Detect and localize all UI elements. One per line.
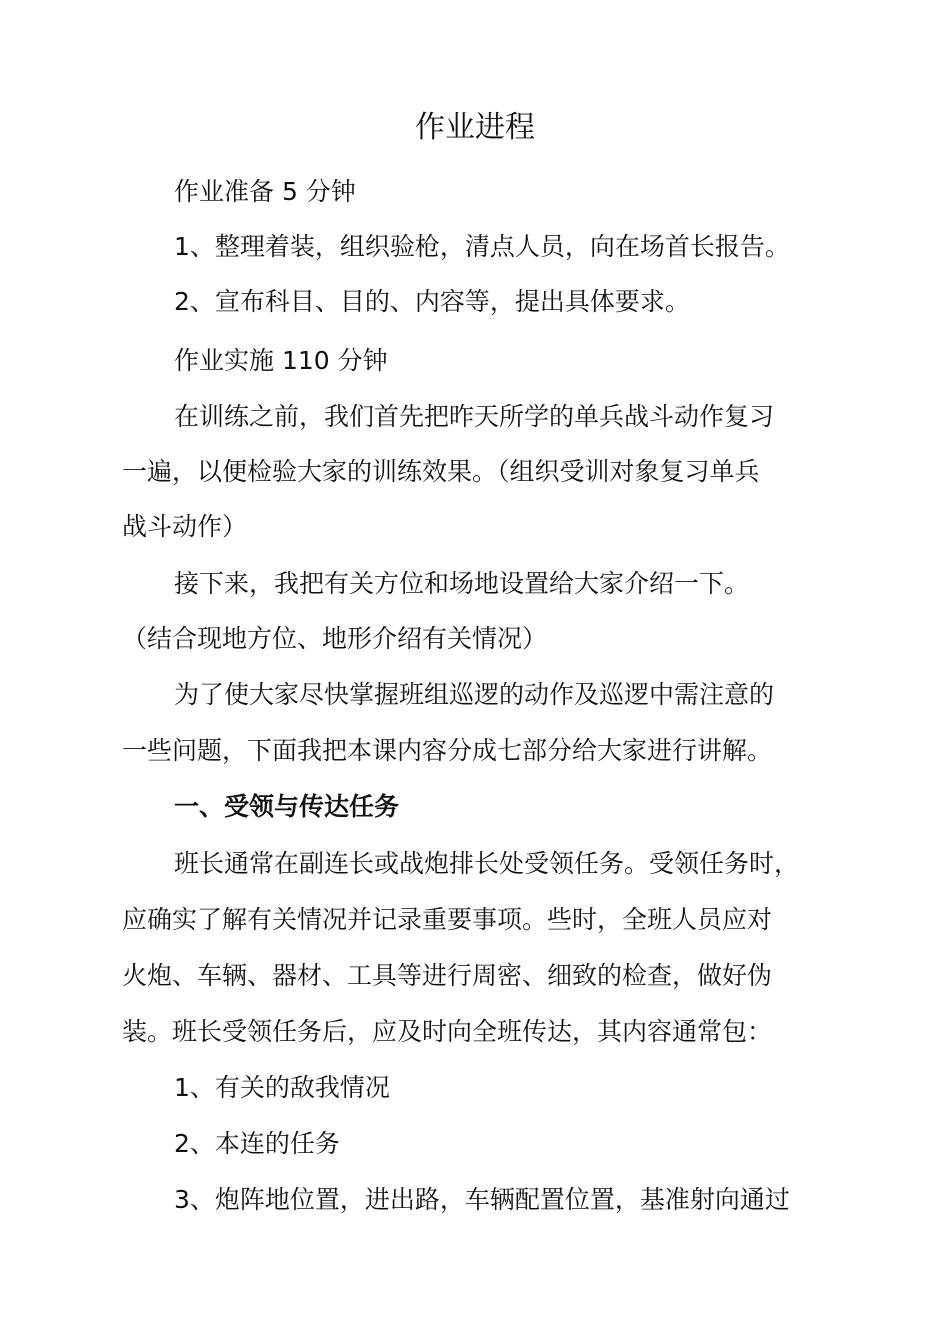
list-item: 2、本连的任务	[174, 1129, 340, 1158]
section-heading: 一、受领与传达任务	[174, 792, 400, 821]
paragraph-line: 一遍，以便检验大家的训练效果。（组织受训对象复习单兵	[122, 457, 760, 486]
section-label-preparation: 作业准备 5 分钟	[174, 177, 356, 206]
paragraph-line: 接下来，我把有关方位和场地设置给大家介绍一下。	[174, 569, 750, 598]
paragraph-line: 在训练之前，我们首先把昨天所学的单兵战斗动作复习	[174, 402, 775, 431]
section-label-implementation: 作业实施 110 分钟	[174, 346, 388, 375]
paragraph-line: 火炮、车辆、器材、工具等进行周密、细致的检查，做好伪	[122, 961, 773, 990]
paragraph-line: 战斗动作）	[122, 512, 248, 541]
paragraph-line: 一些问题，下面我把本课内容分成七部分给大家进行讲解。	[122, 736, 773, 765]
paragraph-line: 装。班长受领任务后，应及时向全班传达，其内容通常包：	[122, 1017, 773, 1046]
list-item: 3、炮阵地位置，进出路，车辆配置位置，基准射向通过	[174, 1185, 790, 1214]
paragraph-line: 班长通常在副连长或战炮排长处受领任务。受领任务时，	[174, 849, 800, 878]
list-item: 1、有关的敌我情况	[174, 1073, 390, 1102]
paragraph-line: 为了使大家尽快掌握班组巡逻的动作及巡逻中需注意的	[174, 680, 775, 709]
document-title: 作业进程	[415, 110, 535, 145]
paragraph-line: 2、宣布科目、目的、内容等，提出具体要求。	[174, 287, 690, 316]
paragraph-line: 应确实了解有关情况并记录重要事项。些时，全班人员应对	[122, 905, 773, 934]
paragraph-line: 1、整理着装，组织验枪，清点人员，向在场首长报告。	[174, 232, 790, 261]
paragraph-line: （结合现地方位、地形介绍有关情况）	[122, 624, 548, 653]
